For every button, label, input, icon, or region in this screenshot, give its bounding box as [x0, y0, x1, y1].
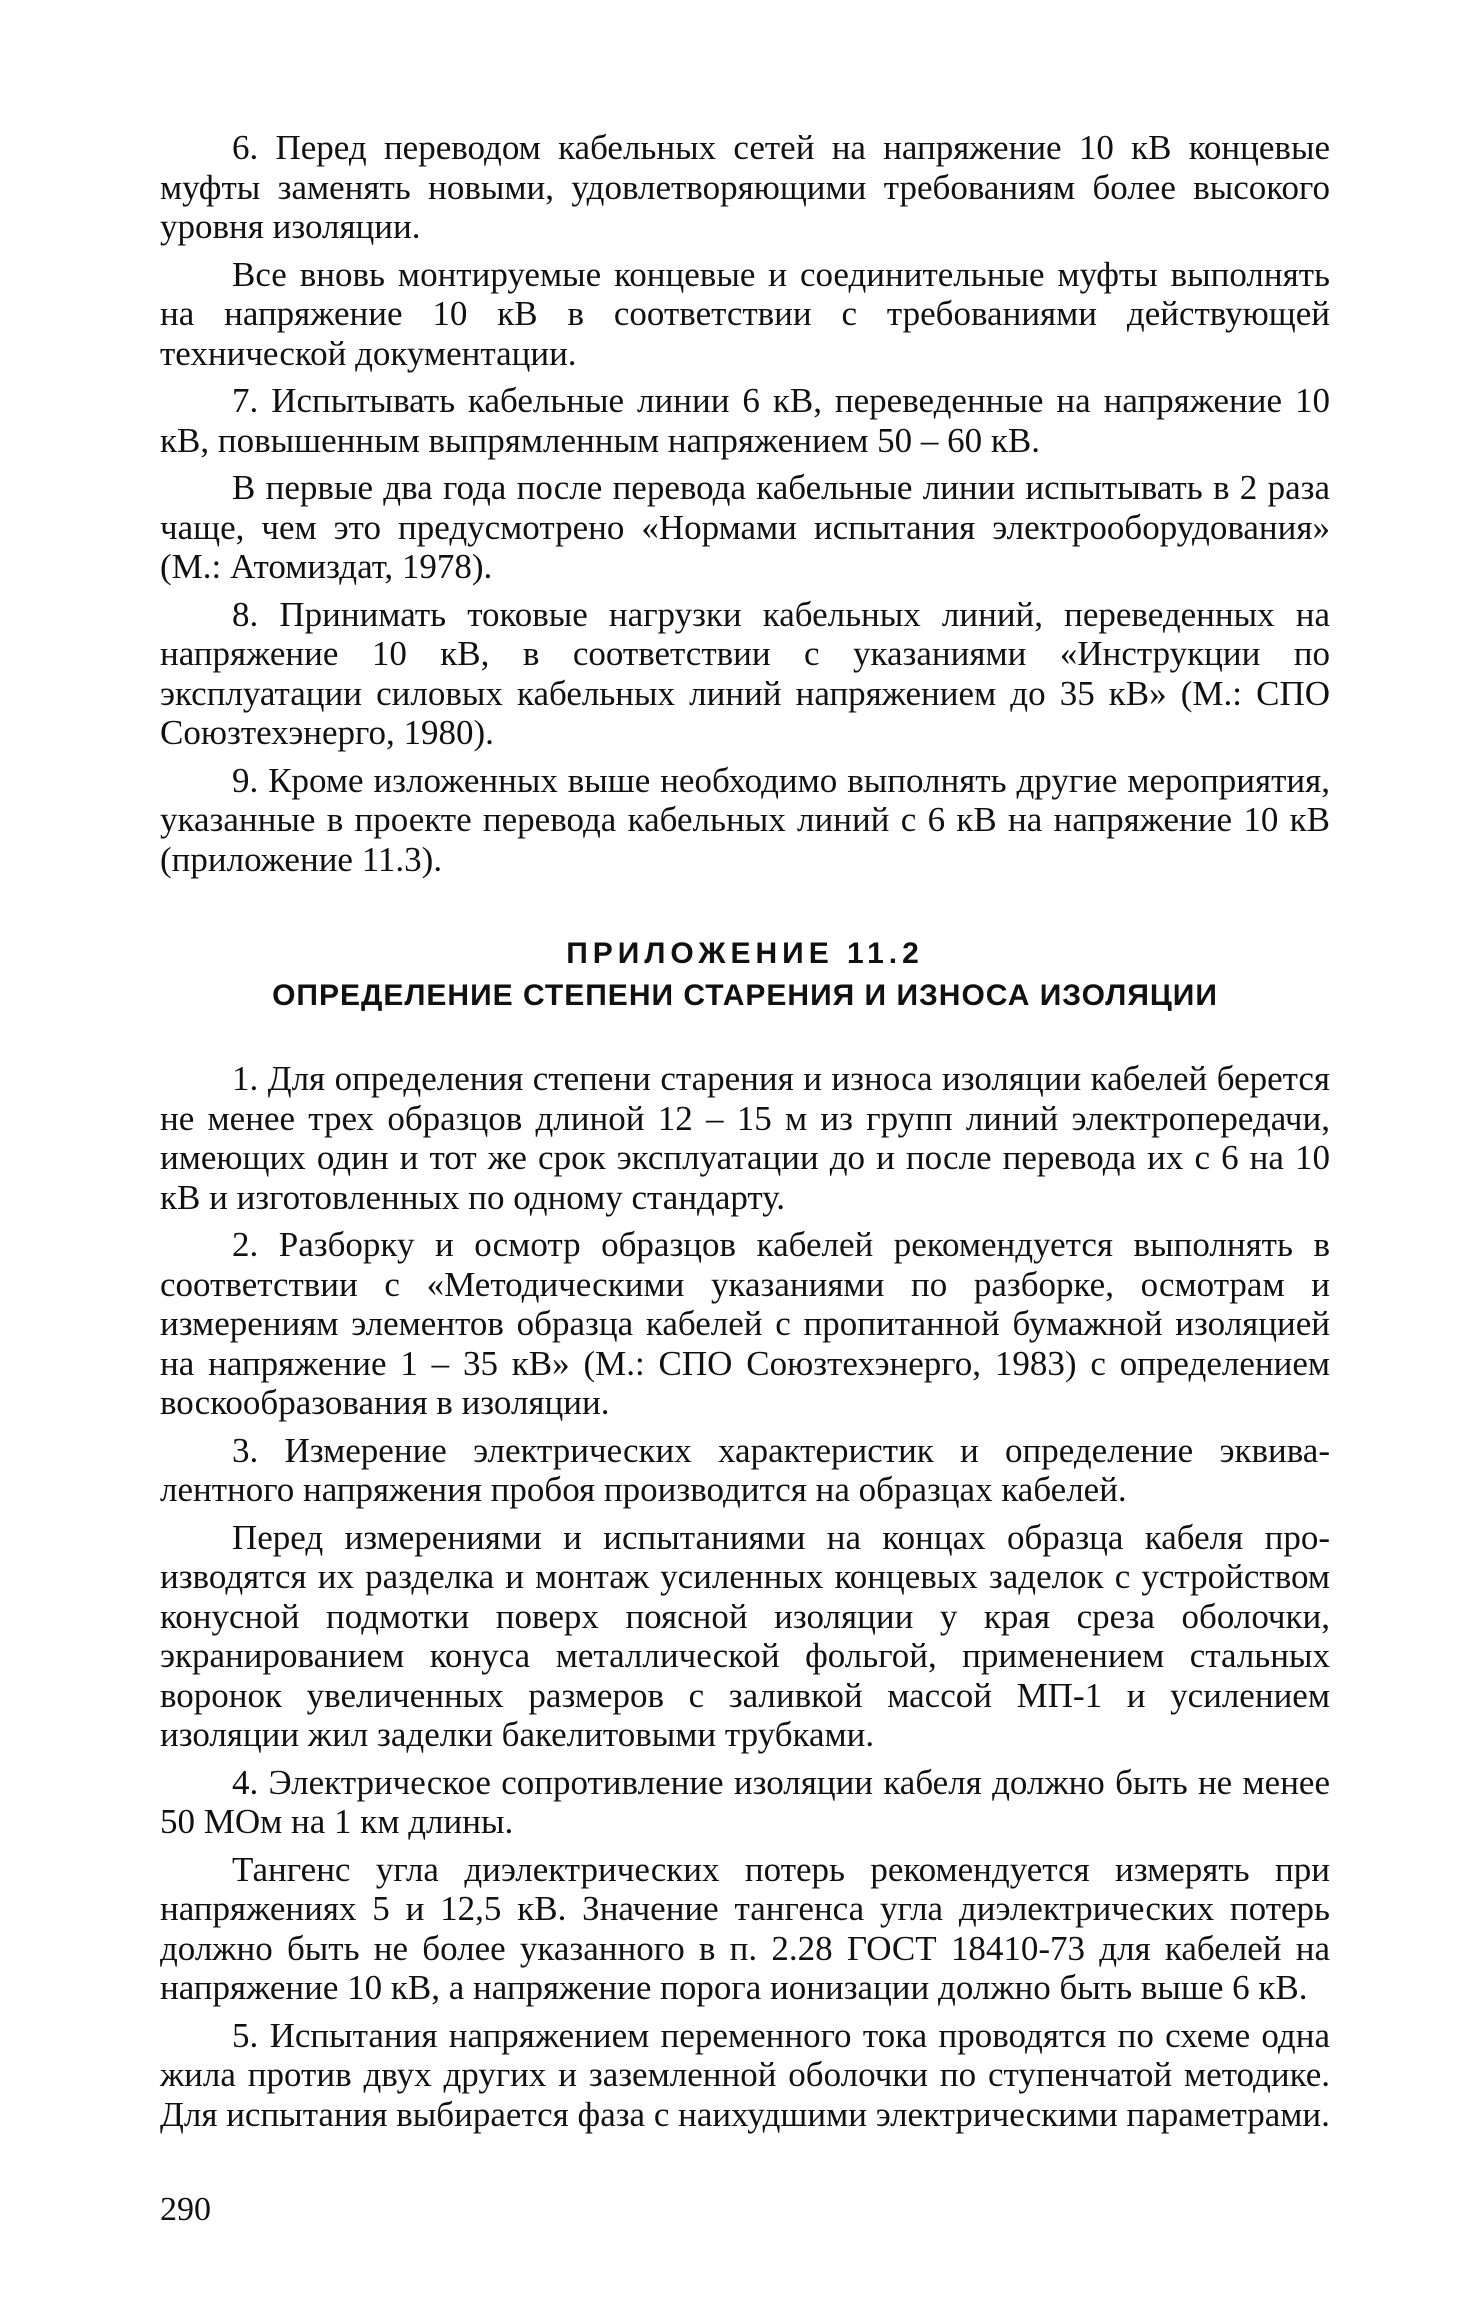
appendix-paragraph-2: 2. Разборку и осмотр образцов кабелей рекомендуется выполнять в соответствии с «Методическими указаниями по разборке, осмотрам и измерениям элементов образца кабелей с пропитанной бумажной изоляцией на напряжение 1 – 35 кВ» (М.: СПО Союзтехэнерго, 1983) с определением воскообразования в изоляции.: [160, 1225, 1330, 1422]
page-number: 290: [160, 2191, 211, 2228]
appendix-paragraph-3: 3. Измерение электрических характеристик и определение эквивалентного напряжения пробоя производится на образцах кабелей.: [160, 1430, 1330, 1509]
appendix-paragraph-4: 4. Электрическое сопротивление изоляции кабеля должно быть не менее 50 МОм на 1 км длины.: [160, 1762, 1330, 1841]
paragraph-7-testing: 7. Испытывать кабельные линии 6 кВ, переведенные на напряжение 10 кВ, повышенным выпрямленным напряжением 50 – 60 кВ.: [160, 381, 1330, 460]
paragraph-8-loads: 8. Принимать токовые нагрузки кабельных линий, переведенных на напряжение 10 кВ, в соответствии с указаниями «Инструкции по эксплуатации силовых кабельных линий напряжением до 35 кВ» (М.: СПО Союзтехэнерго, 1980).: [160, 594, 1330, 752]
appendix-label: ПРИЛОЖЕНИЕ 11.2: [566, 937, 924, 970]
paragraph-new-muffs: Все вновь монтируемые концевые и соединительные муфты выполнять на напряжение 10 кВ в соответствии с требованиями действующей технической документации.: [160, 254, 1330, 373]
appendix-title: ОПРЕДЕЛЕНИЕ СТЕПЕНИ СТАРЕНИЯ И ИЗНОСА ИЗОЛЯЦИИ: [272, 979, 1218, 1012]
appendix-paragraph-preparation: Перед измерениями и испытаниями на концах образца кабеля производятся их разделка и монтаж усиленных концевых заделок с устройством конусной подмотки поверх поясной изоляции у края среза оболочки, экранированием конуса металлической фольгой, применением стальных воронок увеличенных размеров с заливкой массой МП-1 и усилением изоляции жил заделки бакелитовыми трубками.: [160, 1517, 1330, 1754]
document-page: [160, 128, 1330, 2134]
appendix-paragraph-5: 5. Испытания напряжением переменного тока проводятся по схеме одна жила против двух других и заземленной оболочки по ступенчатой методике. Для испытания выбирается фаза с наихудшими электрическими параметрами.: [160, 2015, 1330, 2134]
paragraph-6-muffs: 6. Перед переводом кабельных сетей на напряжение 10 кВ концевые муфты заменять новыми, удовлетворяющими требованиям более высокого уровня изоляции.: [160, 128, 1330, 246]
appendix-paragraph-tangent: Тангенс угла диэлектрических потерь рекомендуется измерять при напряжениях 5 и 12,5 кВ. Значение тангенса угла диэлектрических потерь должно быть не более указанного в п. 2.28 ГОСТ 18410-73 для кабелей на напряжение 10 кВ, а напряжение порога ионизации должно быть выше 6 кВ.: [160, 1849, 1330, 2007]
appendix-paragraph-1: 1. Для определения степени старения и износа изоляции кабелей берется не менее трех образцов длиной 12 – 15 м из групп линий электропередачи, имеющих один и тот же срок эксплуатации до и после перевода их с 6 на 10 кВ и изготовленных по одному стандарту.: [160, 1059, 1330, 1217]
paragraph-first-years: В первые два года после перевода кабельные линии испытывать в 2 раза чаще, чем это предусмотрено «Нормами испытания электрооборудования» (М.: Атомиздат, 1978).: [160, 468, 1330, 586]
paragraph-9-measures: 9. Кроме изложенных выше необходимо выполнять другие мероприятия, указанные в проекте перевода кабельных линий с 6 кВ на напряжение 10 кВ (приложение 11.3).: [160, 760, 1330, 879]
